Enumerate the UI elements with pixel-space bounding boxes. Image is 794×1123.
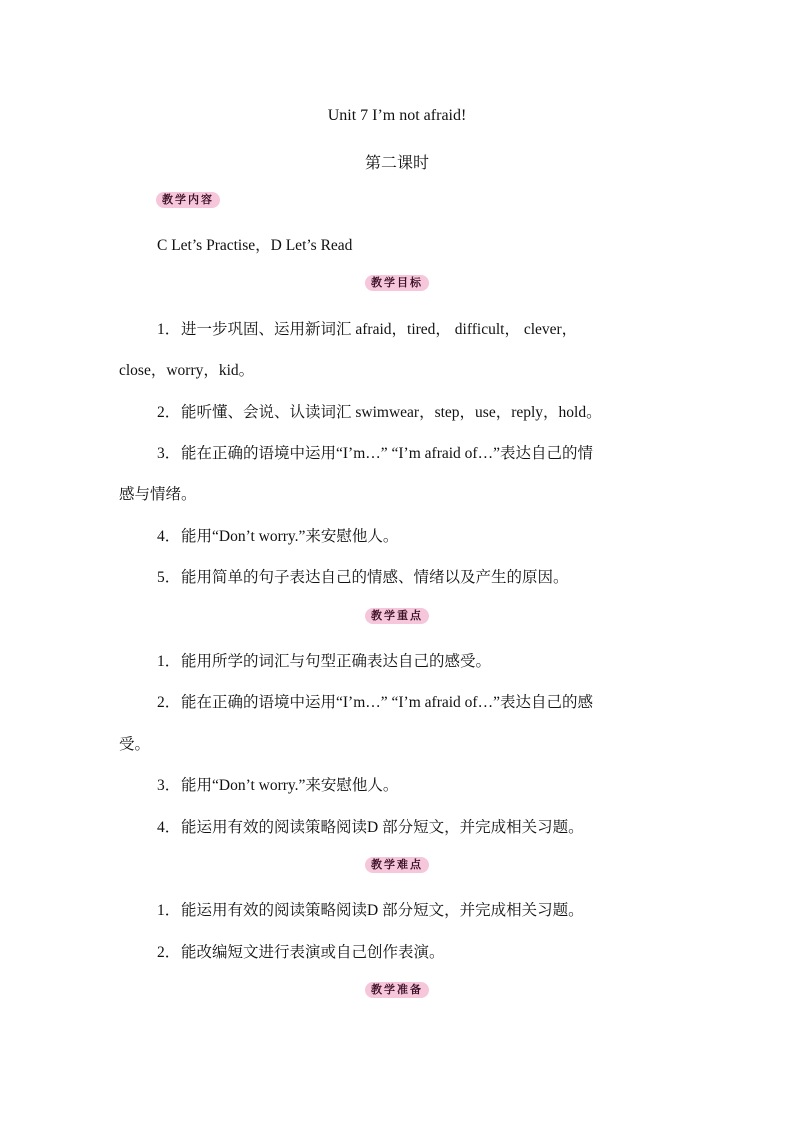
item-text: 能用所学的词汇与句型正确表达自己的感受。 — [181, 653, 492, 670]
item-number: 1． — [157, 653, 181, 670]
item-text: 能听懂、会说、认读词汇 swimwear，step，use，reply，hold。 — [181, 404, 602, 421]
item-text: 能用“Don’t worry.”来安慰他人。 — [181, 777, 399, 794]
item-text: 受。 — [119, 736, 151, 753]
key-point-item — [157, 649, 717, 671]
content-text: C Let’s Practise，D Let’s Read — [157, 237, 353, 254]
item-text: 感与情绪。 — [119, 486, 197, 503]
section-badge-content: 教学内容 — [156, 192, 220, 208]
objective-item — [157, 317, 717, 339]
difficulty-item — [157, 898, 717, 920]
section-badge-difficulties: 教学难点 — [365, 857, 429, 873]
item-number: 3． — [157, 777, 181, 794]
section-badge-objectives: 教学目标 — [365, 275, 429, 291]
page-title: Unit 7 I’m not afraid! — [327, 107, 467, 124]
objective-item — [157, 524, 717, 546]
key-point-item — [157, 690, 717, 712]
section-badge-key-points: 教学重点 — [365, 608, 429, 624]
objective-item — [157, 441, 717, 463]
item-text: 能用“Don’t worry.”来安慰他人。 — [181, 528, 399, 545]
page-subtitle: 第二课时 — [364, 153, 429, 172]
item-number: 1． — [157, 321, 181, 338]
item-text: 能在正确的语境中运用“I’m…” “I’m afraid of…”表达自己的感 — [181, 694, 593, 711]
objective-item-continuation — [119, 358, 679, 380]
section-badge-preparation: 教学准备 — [365, 982, 429, 998]
item-text: 能用简单的句子表达自己的情感、情绪以及产生的原因。 — [181, 569, 569, 586]
key-point-item — [157, 773, 717, 795]
item-number: 2． — [157, 694, 181, 711]
item-number: 4． — [157, 819, 181, 836]
item-number: 3． — [157, 445, 181, 462]
objective-item — [157, 565, 717, 587]
item-text: 进一步巩固、运用新词汇 afraid，tired， difficult， clever， — [181, 321, 578, 338]
item-number: 5． — [157, 569, 181, 586]
difficulty-item — [157, 940, 717, 962]
item-number: 4． — [157, 528, 181, 545]
item-number: 2． — [157, 404, 181, 421]
key-point-item — [157, 815, 717, 837]
item-text: 能运用有效的阅读策略阅读D 部分短文，并完成相关习题。 — [181, 902, 584, 919]
item-text: 能在正确的语境中运用“I’m…” “I’m afraid of…”表达自己的情 — [181, 445, 593, 462]
objective-item — [157, 400, 717, 422]
item-text: 能运用有效的阅读策略阅读D 部分短文，并完成相关习题。 — [181, 819, 584, 836]
item-number: 2． — [157, 944, 181, 961]
item-number: 1． — [157, 902, 181, 919]
item-text: close，worry，kid。 — [119, 362, 255, 379]
item-text: 能改编短文进行表演或自己创作表演。 — [181, 944, 445, 961]
key-point-item-continuation — [119, 732, 679, 754]
objective-item-continuation — [119, 482, 679, 504]
